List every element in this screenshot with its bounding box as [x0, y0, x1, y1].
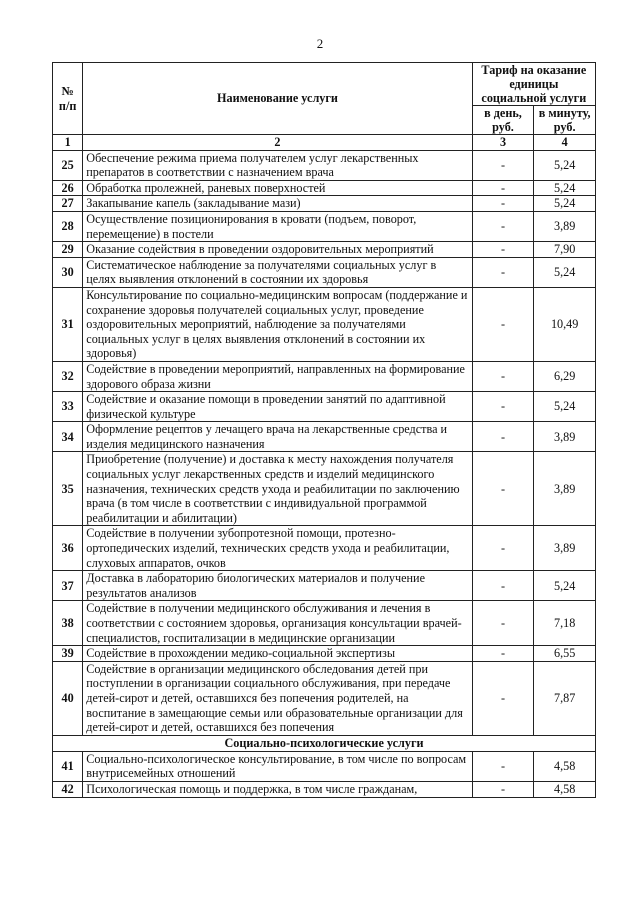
table-row	[53, 150, 596, 180]
per-day-value: -	[472, 751, 534, 781]
row-number: 25	[53, 150, 83, 180]
header-per-day: в день, руб.	[472, 106, 534, 135]
per-minute-value: 7,90	[534, 242, 596, 258]
table-row	[53, 242, 596, 258]
page-number: 2	[316, 36, 324, 51]
header-num: № п/п	[53, 63, 83, 135]
tariff-table	[52, 62, 596, 798]
per-day-value: -	[472, 150, 534, 180]
per-minute-value: 5,24	[534, 257, 596, 287]
per-day-value: -	[472, 242, 534, 258]
service-name: Содействие и оказание помощи в проведении занятий по адаптивной физической культуре	[83, 392, 472, 422]
header-row	[53, 63, 596, 106]
per-minute-value: 5,24	[534, 571, 596, 601]
index-cell: 1	[53, 135, 83, 151]
per-day-value: -	[472, 196, 534, 212]
table-row	[53, 781, 596, 797]
header-per-minute: в минуту, руб.	[534, 106, 596, 135]
table-row	[53, 287, 596, 361]
row-number: 42	[53, 781, 83, 797]
row-number: 27	[53, 196, 83, 212]
row-number: 30	[53, 257, 83, 287]
table-row	[53, 601, 596, 646]
service-name: Систематическое наблюдение за получателями социальных услуг в целях выявления отклонений в состоянии их здоровья	[83, 257, 472, 287]
index-cell: 3	[472, 135, 534, 151]
row-number: 35	[53, 452, 83, 526]
row-number: 28	[53, 211, 83, 241]
per-minute-value: 5,24	[534, 196, 596, 212]
table-row	[53, 751, 596, 781]
per-minute-value: 10,49	[534, 287, 596, 361]
per-day-value: -	[472, 661, 534, 735]
table-row	[53, 180, 596, 196]
row-number: 36	[53, 526, 83, 571]
section-title: Социально-психологические услуги	[53, 735, 596, 751]
per-day-value: -	[472, 452, 534, 526]
header-tariff: Тариф на оказание единицы социальной услуги	[472, 63, 595, 106]
table-row	[53, 211, 596, 241]
service-name: Психологическая помощь и поддержка, в том числе гражданам,	[83, 781, 472, 797]
per-day-value: -	[472, 422, 534, 452]
service-name: Социально-психологическое консультирование, в том числе по вопросам внутрисемейных отношений	[83, 751, 472, 781]
per-minute-value: 3,89	[534, 452, 596, 526]
table-row	[53, 422, 596, 452]
service-name: Оказание содействия в проведении оздоровительных мероприятий	[83, 242, 472, 258]
service-name: Содействие в прохождении медико-социальной экспертизы	[83, 646, 472, 662]
per-minute-value: 6,29	[534, 361, 596, 391]
row-number: 40	[53, 661, 83, 735]
per-minute-value: 4,58	[534, 781, 596, 797]
per-day-value: -	[472, 361, 534, 391]
table-row	[53, 196, 596, 212]
row-number: 33	[53, 392, 83, 422]
index-cell: 2	[83, 135, 472, 151]
per-day-value: -	[472, 211, 534, 241]
per-day-value: -	[472, 646, 534, 662]
per-minute-value: 5,24	[534, 392, 596, 422]
per-day-value: -	[472, 287, 534, 361]
per-day-value: -	[472, 180, 534, 196]
section-row	[53, 735, 596, 751]
row-number: 41	[53, 751, 83, 781]
per-minute-value: 3,89	[534, 422, 596, 452]
table-row	[53, 361, 596, 391]
table-row	[53, 452, 596, 526]
service-name: Консультирование по социально-медицинским вопросам (поддержание и сохранение здоровья получателей социальных услуг, проведение оздоровительных мероприятий, наблюдение за получателями социальных услуг в целях выявления отклонений в состоянии их здоровья)	[83, 287, 472, 361]
service-name: Осуществление позиционирования в кровати (подъем, поворот, перемещение) в постели	[83, 211, 472, 241]
per-minute-value: 5,24	[534, 180, 596, 196]
table-row	[53, 257, 596, 287]
column-index-row	[53, 135, 596, 151]
service-name: Закапывание капель (закладывание мази)	[83, 196, 472, 212]
service-name: Доставка в лабораторию биологических материалов и получение результатов анализов	[83, 571, 472, 601]
per-minute-value: 6,55	[534, 646, 596, 662]
service-name: Приобретение (получение) и доставка к месту нахождения получателя социальных услуг лекарственных средств и изделий медицинского назначения, технических средств ухода и реабилитации по заключению врача (в том числе в соответствии с индивидуальной программой реабилитации и абилитации)	[83, 452, 472, 526]
per-minute-value: 4,58	[534, 751, 596, 781]
service-name: Содействие в проведении мероприятий, направленных на формирование здорового образа жизни	[83, 361, 472, 391]
row-number: 37	[53, 571, 83, 601]
service-name: Обработка пролежней, раневых поверхностей	[83, 180, 472, 196]
service-name: Содействие в получении зубопротезной помощи, протезно-ортопедических изделий, технических средств ухода и реабилитации, слуховых аппаратов, очков	[83, 526, 472, 571]
table-row	[53, 392, 596, 422]
row-number: 32	[53, 361, 83, 391]
row-number: 29	[53, 242, 83, 258]
row-number: 34	[53, 422, 83, 452]
per-day-value: -	[472, 601, 534, 646]
per-minute-value: 7,18	[534, 601, 596, 646]
per-day-value: -	[472, 781, 534, 797]
per-day-value: -	[472, 526, 534, 571]
service-name: Обеспечение режима приема получателем услуг лекарственных препаратов в соответствии с назначением врача	[83, 150, 472, 180]
table-row	[53, 571, 596, 601]
per-day-value: -	[472, 392, 534, 422]
row-number: 38	[53, 601, 83, 646]
service-name: Оформление рецептов у лечащего врача на лекарственные средства и изделия медицинского назначения	[83, 422, 472, 452]
index-cell: 4	[534, 135, 596, 151]
service-name: Содействие в организации медицинского обследования детей при поступлении в организации социального обслуживания, при передаче детей-сирот и детей, оставшихся без попечения родителей, на воспитание в замещающие семьи или образовательные организации для детей-сирот и детей, оставшихся без попечения	[83, 661, 472, 735]
per-minute-value: 5,24	[534, 150, 596, 180]
per-minute-value: 3,89	[534, 526, 596, 571]
service-name: Содействие в получении медицинского обслуживания и лечения в соответствии с состоянием здоровья, организация консультации врачей-специалистов, госпитализации в медицинские организации	[83, 601, 472, 646]
per-day-value: -	[472, 571, 534, 601]
per-minute-value: 7,87	[534, 661, 596, 735]
per-minute-value: 3,89	[534, 211, 596, 241]
table-row	[53, 526, 596, 571]
header-service-name: Наименование услуги	[83, 63, 472, 135]
table-row	[53, 661, 596, 735]
table-row	[53, 646, 596, 662]
row-number: 39	[53, 646, 83, 662]
row-number: 31	[53, 287, 83, 361]
row-number: 26	[53, 180, 83, 196]
per-day-value: -	[472, 257, 534, 287]
